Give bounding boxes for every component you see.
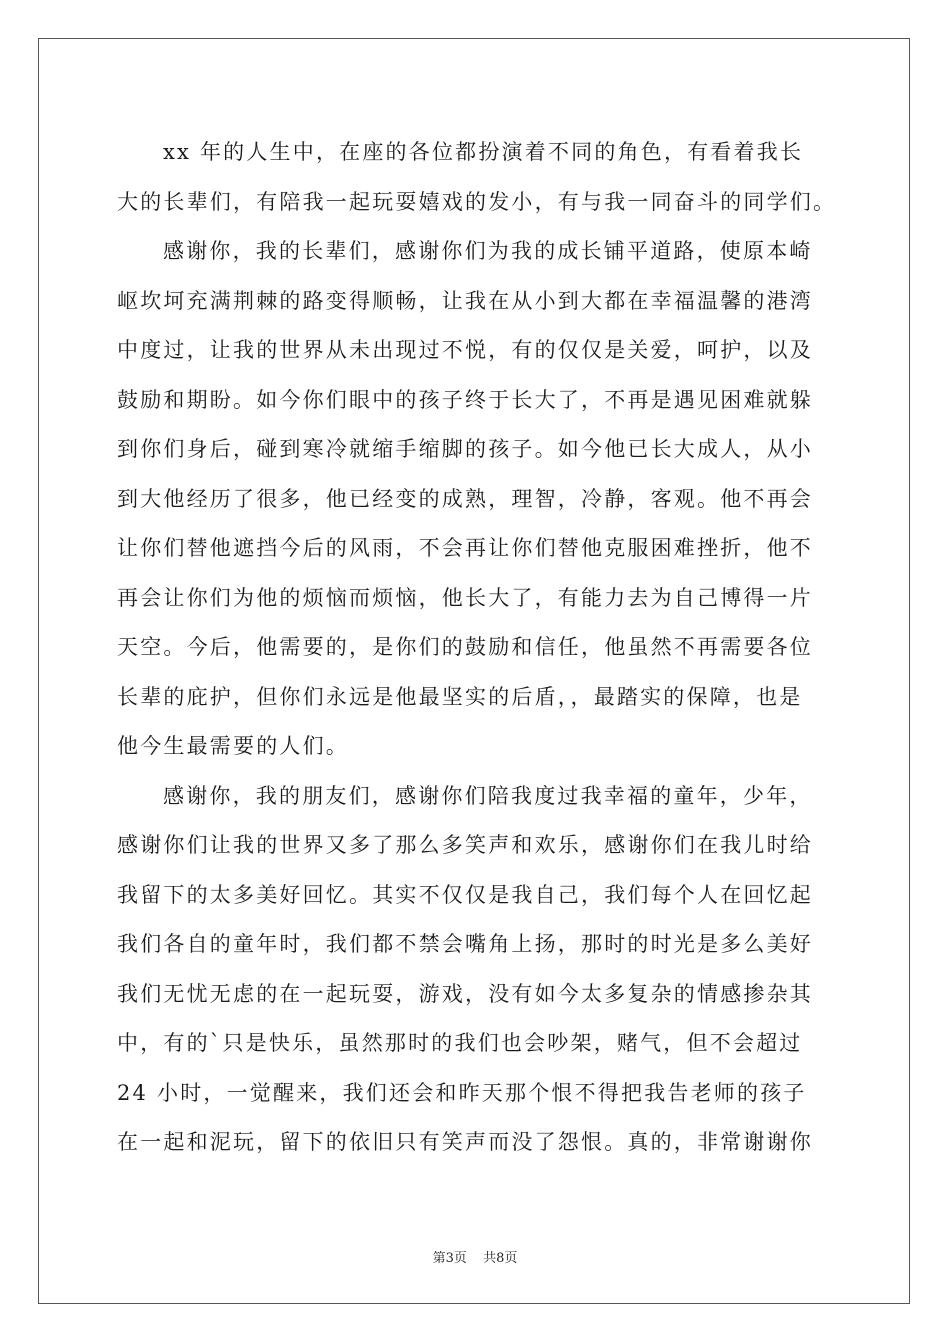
text-line: 岖坎坷充满荆棘的路变得顺畅，让我在从小到大都在幸福温馨的港湾: [117, 288, 813, 313]
text-line: 到大他经历了很多，他已经变的成熟，理智，冷静，客观。他不再会: [117, 486, 813, 511]
text-line: 感谢你，我的长辈们，感谢你们为我的成长铺平道路，使原本崎: [163, 239, 813, 263]
text-line: 长辈的庇护，但你们永远是他最坚实的后盾，，最踏实的保障，也是: [117, 684, 803, 709]
text-line: 我留下的太多美好回忆。其实不仅仅是我自己，我们每个人在回忆起: [117, 882, 813, 907]
text-line: 中，有的`只是快乐，虽然那时的我们也会吵架，赌气，但不会超过: [117, 1031, 803, 1055]
text-line: 再会让你们为他的烦恼而烦恼，他长大了，有能力去为自己博得一片: [117, 585, 813, 610]
text-line: 到你们身后，碰到寒冷就缩手缩脚的孩子。如今他已长大成人，从小: [117, 437, 813, 461]
total-pages: 共8页: [483, 1251, 518, 1266]
document-body: [117, 128, 837, 1168]
text-line: 感谢你，我的朋友们，感谢你们陪我度过我幸福的童年，少年，: [163, 783, 813, 808]
text-line: 感谢你们让我的世界又多了那么多笑声和欢乐，感谢你们在我儿时给: [117, 833, 813, 857]
text-line: 在一起和泥玩，留下的依旧只有笑声而没了怨恨。真的，非常谢谢你: [117, 1130, 813, 1154]
text-line: 鼓励和期盼。如今你们眼中的孩子终于长大了，不再是遇见困难就躲: [117, 387, 813, 412]
text-line: 他今生最需要的人们。: [117, 734, 349, 758]
text-line: xx 年的人生中，在座的各位都扮演着不同的角色，有看着我长: [163, 140, 804, 164]
text-line: 天空。今后，他需要的，是你们的鼓励和信任，他虽然不再需要各位: [117, 635, 813, 659]
page-number: 第3页: [432, 1251, 467, 1266]
text-line: 我们无忧无虑的在一起玩耍，游戏，没有如今太多复杂的情感掺杂其: [117, 981, 813, 1006]
text-line: 中度过，让我的世界从未出现过不悦，有的仅仅是关爱，呵护，以及: [117, 338, 813, 362]
text-line: 24 小时，一觉醒来，我们还会和昨天那个恨不得把我告老师的孩子: [117, 1080, 807, 1105]
page-footer: [0, 1247, 950, 1266]
text-line: 让你们替他遮挡今后的风雨，不会再让你们替他克服困难挫折，他不: [117, 536, 813, 560]
text-line: 我们各自的童年时，我们都不禁会嘴角上扬，那时的时光是多么美好: [117, 932, 813, 956]
text-line: 大的长辈们，有陪我一起玩耍嬉戏的发小，有与我一同奋斗的同学们。: [117, 189, 837, 214]
